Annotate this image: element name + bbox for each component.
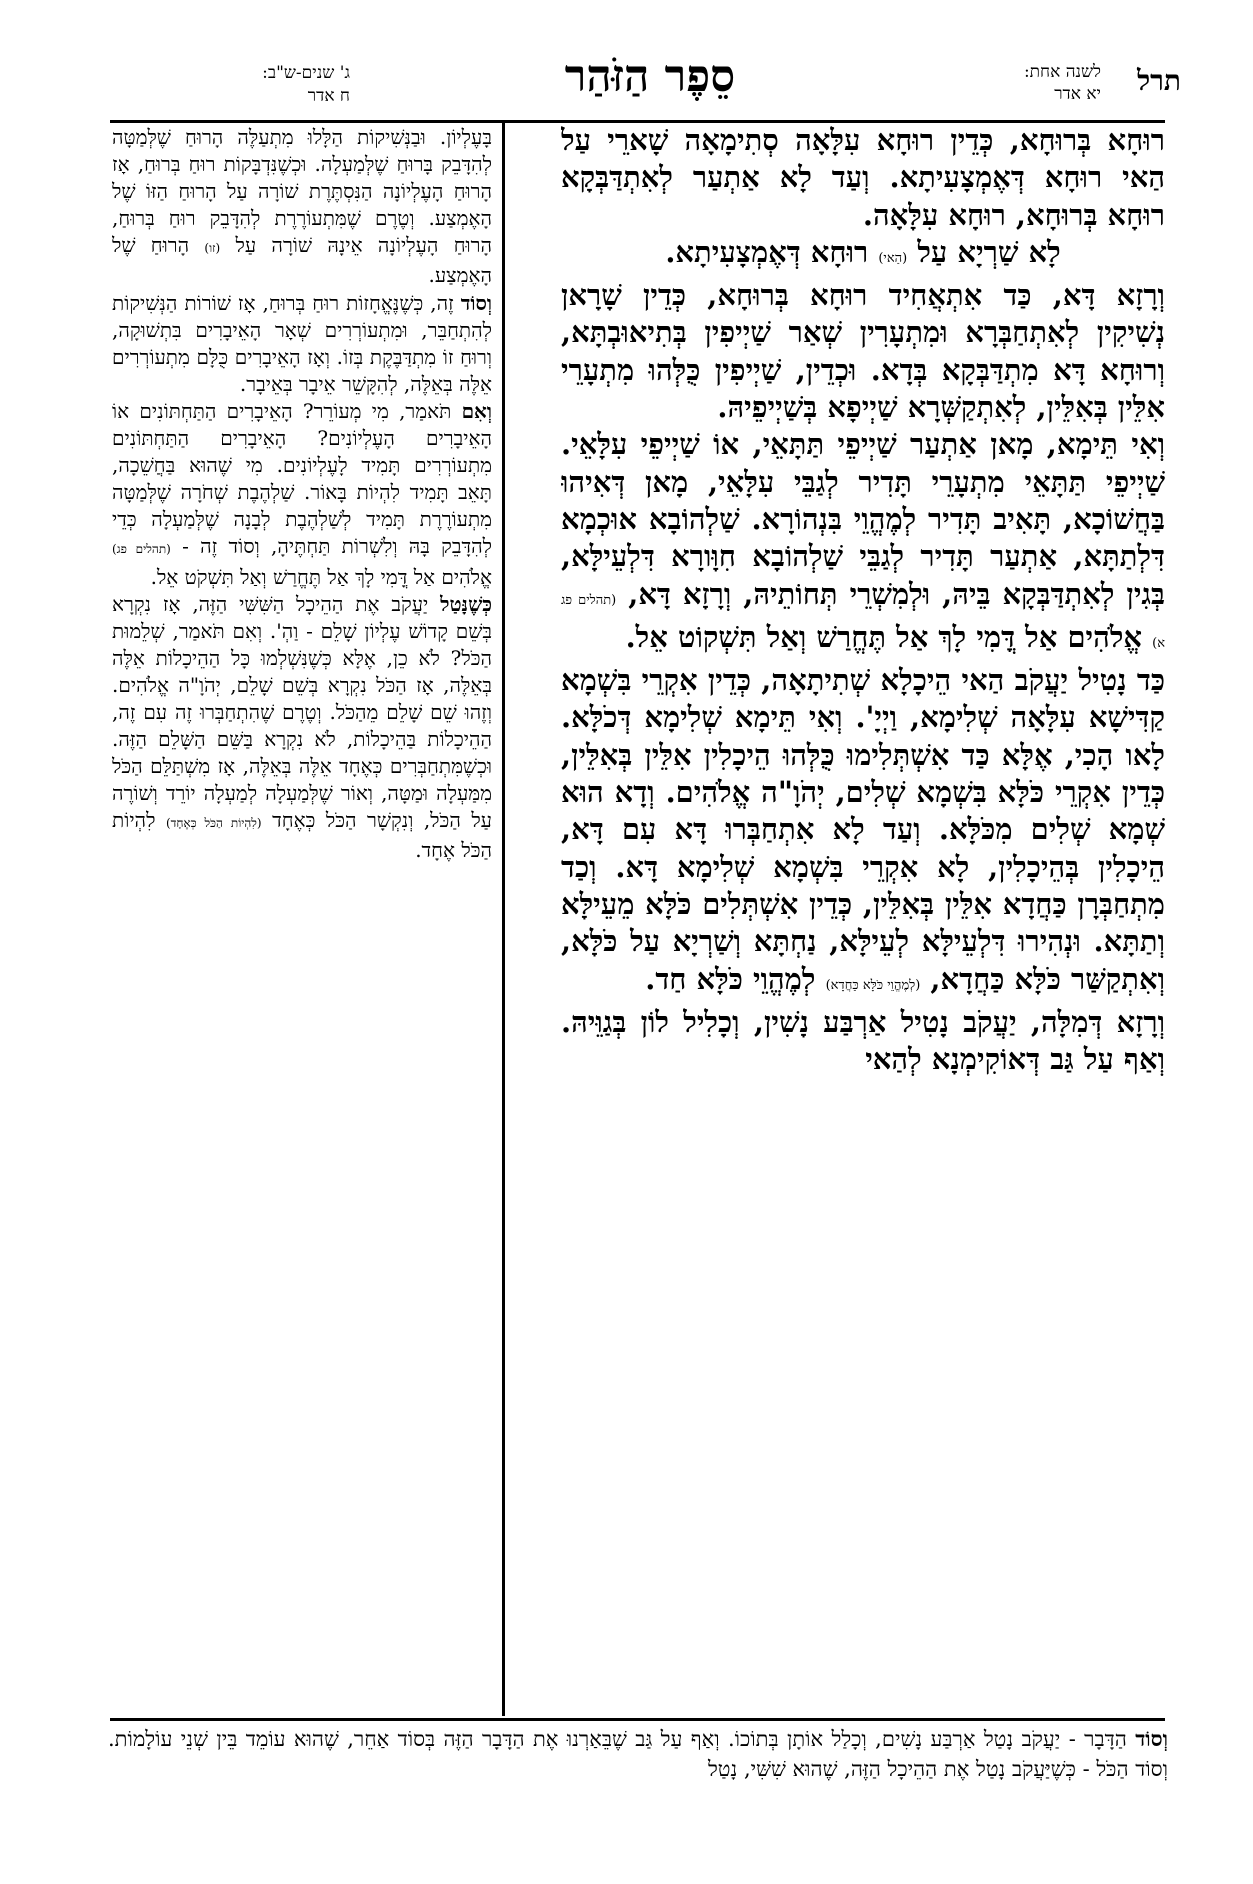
paragraph: כְּשֶׁנָּטַל יַעֲקֹב אֶת הַהֵיכָל הַשִּׁשִּׁי הַזֶּה, אָז נִקְרָא בְּשֵׁם קָדוֹשׁ עֶלְיוֹן שָׁלֵם - וַהְ'. וְאִם תֹּאמַר, שְׁלֵמוּת הַכֹּל? לֹא כֵן, אֶלָּא כְּשֶׁנִּשְׁלְמוּ כָּל הַהֵיכָלוֹת אֵלֶּה בְּאֵלֶּה, אָז הַכֹּל נִקְרָא בְּשֵׁם שָׁלֵם, יְהֹוָ"ה אֱלֹהִים. וְזֶהוּ שֵׁם שָׁלֵם מֵהַכֹּל. וְטֶרֶם שֶׁהִתְחַבְּרוּ זֶה עִם זֶה, הַהֵיכָלוֹת בַּהֵיכָלוֹת, לֹא נִקְרָא בַּשֵּׁם הַשָּׁלֵם הַזֶּה. וּכְשֶׁמִּתְחַבְּרִים כְּאֶחָד אֵלֶּה בְּאֵלֶּה, אָז מִשְׁתַּלֵּם הַכֹּל מִמַּעְלָה וּמַטָּה, וְאוֹר שֶׁלְּמַעְלָה לְמַעְלָה יוֹרֵד וְשׁוֹרֶה עַל הַכֹּל, וְנִקְשָׁר הַכֹּל כְּאֶחָד (לִהְיוֹת הַכֹּל כְּאֶחָד) לִהְיוֹת הַכֹּל אֶחָד. <box>112 591 492 863</box>
paragraph: וְאִי תֵּימָא, מָאן אַתְעַר שַׁיְיפֵי תַּתָּאֵי, אוֹ שַׁיְיפֵי עִלָּאֵי. שַׁיְיפֵי תַּתָּאֵי מִתְעָרֵי תָּדִיר לְגַבֵּי עִלָּאֵי, מָאן דְּאִיהוּ בַּחֲשׁוֹכָא, תָּאִיב תָּדִיר לְמֶהֱוֵי בִּנְהוֹרָא. שַׁלְהוֹבָא אוּכְמָא דִּלְתַתָּא, אַתְעַר תָּדִיר לְגַבֵּי שַׁלְהוֹבָא חִוָּורָא דִּלְעֵילָּא, בְּגִין לְאִתְדַּבְּקָא בֵּיהּ, וּלְמִשְׁרֵי תְּחוֹתֵיהּ, וְרָזָא דָּא, (תהלים פג א) אֱלֹהִים אַל דֳּמִי לָךְ אַל תֶּחֱרַשׁ וְאַל תִּשְׁקוֹט אֵל. <box>561 427 1165 654</box>
paragraph: וְאִם תֹּאמַר, מִי מְעוֹרֵר? הָאֵיבָרִים הַתַּחְתּוֹנִים אוֹ הָאֵיבָרִים הָעֶלְיוֹנִים? הָאֵיבָרִים הַתַּחְתּוֹנִים מִתְעוֹרְרִים תָּמִיד לָעֶלְיוֹנִים. מִי שֶׁהוּא בַּחֲשֵׁכָה, תָּאֵב תָּמִיד לִהְיוֹת בָּאוֹר. שַׁלְהֶבֶת שְׁחֹרָה שֶׁלְּמַטָּה מִתְעוֹרֶרֶת תָּמִיד לְשַׁלְהֶבֶת לְבָנָה שֶׁלְּמַעְלָה כְּדֵי לְהִדָּבֵק בָּהּ וְלִשְׁרוֹת תַּחְתֶּיהָ, וְסוֹד זֶה - (תהלים פג) אֱלֹהִים אַל דֳּמִי לָךְ אַל תֶּחֱרַשׁ וְאַל תִּשְׁקֹט אֵל. <box>112 398 492 589</box>
paragraph: וְרָזָא דְּמִלָּה, יַעֲקֹב נָטִיל אַרְבַּע נָשִׁין, וְכָלִיל לוֹן בְּגַוֵּיהּ. וְאַף עַל גַּב דְּאוֹקִימְנָא לְהַאי <box>561 1004 1165 1077</box>
reference-note: (הַאי) <box>878 250 908 266</box>
translation-column <box>112 124 492 1714</box>
column-divider <box>502 122 505 1716</box>
header-right <box>881 58 1181 118</box>
reference-note: (תהלים פג) <box>112 542 171 557</box>
cycle-schedule-label: ג' שנים-ש"ב: <box>262 63 350 83</box>
paragraph: כַּד נָטִיל יַעֲקֹב הַאי הֵיכָלָא שְׁתִיתָאָה, כְּדֵין אִקְרֵי בִּשְׁמָא קַדִּישָׁא עִלָּאָה שְׁלִימָא, וַיְיָ'. וְאִי תֵּימָא שְׁלִימָא דְּכֹלָּא. לָאו הָכִי, אֶלָּא כַּד אִשְׁתְּלִימוּ כֻּלְּהוּ הֵיכָלִין אִלֵּין בְּאִלֵּין, כְּדֵין אִקְרֵי כֹּלָּא בִּשְׁמָא שְׁלִים, יְהֹוָ"ה אֱלֹהִים. וְדָא הוּא שְׁמָא שְׁלִים מִכֹּלָּא. וְעַד לָא אִתְחַבְּרוּ דָּא עִם דָּא, הֵיכָלִין בְּהֵיכָלִין, לָא אִקְרֵי בִּשְׁמָא שְׁלִימָא דָּא. וְכַד מִתְחַבְּרָן כַּחֲדָא אִלֵּין בְּאִלֵּין, כְּדֵין אִשְׁתְּלִים כֹּלָּא מֵעֵילָּא וְתַתָּא. וּנְהִירוּ דִּלְעֵילָּא לְעֵילָּא, נַחְתָּא וְשַׁרְיָא עַל כֹּלָּא, וְאִתְקַשַּׁר כֹּלָּא כַּחֲדָא, (לְמֶהֱוֵי כֹּלָּא כַּחֲדָא) לְמֶהֱוֵי כֹּלָּא חַד. <box>561 663 1165 996</box>
paragraph: וְסוֹד הַדָּבָר - יַעֲקֹב נָטַל אַרְבַּע נָשִׁים, וְכָלַל אוֹתָן בְּתוֹכוֹ. וְאַף עַל גַּב שֶׁבֵּאַרְנוּ אֶת הַדָּבָר הַזֶּה בְּסוֹד אַחֵר, שֶׁהוּא עוֹמֵד בֵּין שְׁנֵי עוֹלָמוֹת. וְסוֹד הַכֹּל - כְּשֶׁיַּעֲקֹב נָטַל אֶת הַהֵיכָל הַזֶּה, שֶׁהוּא שִׁשִּׁי, נָטַל <box>108 1726 1168 1781</box>
footer-text <box>108 1724 1168 1784</box>
reference-note: (לִהְיוֹת הַכֹּל כְּאֶחָד) <box>165 816 262 831</box>
paragraph: בָּעֶלְיוֹן. וּבַנְּשִׁיקוֹת הַלָּלוּ מִתְעַלֶּה הָרוּחַ שֶׁלְּמַטָּה לְהִדָּבֵק בָּרוּחַ שֶׁלְּמַעְלָה. וּכְשֶׁנִּדְבָּקוֹת רוּחַ בְּרוּחַ, אָז הָרוּחַ הָעֶלְיוֹנָה הַנִּסְתֶּרֶת שׁוֹרָה עַל הָרוּחַ הַזּוֹ שֶׁל הָאֶמְצַע. וְטֶרֶם שֶׁמִּתְעוֹרֶרֶת לְהִדָּבֵק רוּחַ בְּרוּחַ, הָרוּחַ הָעֶלְיוֹנָה אֵינָהּ שׁוֹרָה עַל (זו) הָרוּחַ שֶׁל הָאֶמְצַע. <box>112 125 492 288</box>
reference-note: (לְמֶהֱוֵי כֹּלָּא כַּחֲדָא) <box>825 977 921 993</box>
paragraph: וְסוֹד זֶה, כְּשֶׁנֶּאֱחָזוֹת רוּחַ בְּרוּחַ, אָז שׁוֹרוֹת הַנְּשִׁיקוֹת לְהִתְחַבֵּר, וּמִתְעוֹרְרִים שְׁאָר הָאֵיבָרִים בִּתְשׁוּקָה, וְרוּחַ זוֹ מִתְדַּבֶּקֶת בְּזוֹ. וְאָז הָאֵיבָרִים כֻּלָּם מִתְעוֹרְרִים אֵלֶּה בְּאֵלֶּה, לְהִקָּשֵׁר אֵיבָר בְּאֵיבָר. <box>112 290 492 396</box>
page-number: תרל <box>1137 64 1181 97</box>
main-text-column <box>561 122 1165 1717</box>
year-schedule-label: לשנה אחת: <box>1023 62 1101 82</box>
paragraph: רוּחָא בְּרוּחָא, כְּדֵין רוּחָא עִלָּאָה סְתִימָאָה שָׁארֵי עַל הַאי רוּחָא דְּאֶמְצָעִיתָא. וְעַד לָא אַתְעַר לְאִתְדַּבְּקָא רוּחָא בְּרוּחָא, רוּחָא עִלָּאָה. <box>561 123 1165 232</box>
cycle-schedule-day: ח אדר <box>307 86 350 106</box>
paragraph: לָא שַׁרְיָא עַל (הַאי) רוּחָא דְּאֶמְצָעִיתָא. <box>665 234 1061 269</box>
reference-note: (תהלים פג א) <box>561 592 1165 651</box>
year-schedule-day: יא אדר <box>1054 84 1101 104</box>
book-title: סֵפֶר הַזֹּהַר <box>564 51 736 102</box>
footer-divider <box>110 1718 1165 1721</box>
reference-note: (זו) <box>204 241 221 256</box>
header-left <box>110 62 350 108</box>
paragraph: וְרָזָא דָּא, כַּד אִתְאֲחִיד רוּחָא בְּרוּחָא, כְּדֵין שָׁרָאן נְשִׁיקִין לְאִתְחַבְּרָא וּמִתְעָרִין שְׁאַר שַׁיְיפִין בְּתִיאוּבְתָּא, וְרוּחָא דָּא מִתְדַּבְּקָא בְּדָא. וּכְדֵין, שַׁיְיפִין כֻּלְּהוּ מִתְעָרֵי אִלֵּין בְּאִלֵּין, לְאִתְקַשְּׁרָא שַׁיְיפָא בְּשַׁיְיפֵיהּ. <box>561 278 1165 425</box>
